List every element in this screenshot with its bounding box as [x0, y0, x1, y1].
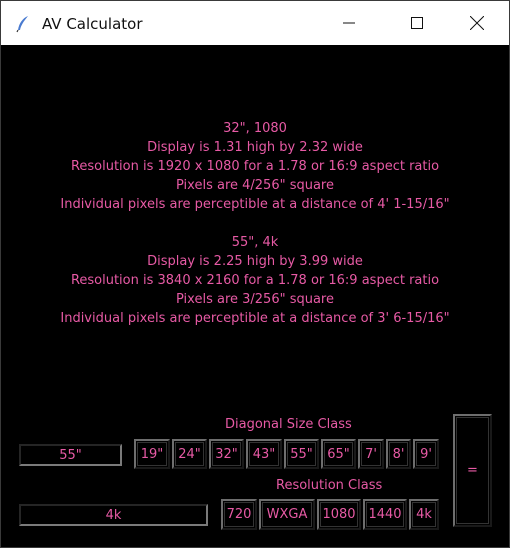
resolution-option-1440[interactable] [363, 499, 407, 530]
diagonal-option-43-label: 43" [249, 442, 279, 466]
result-heading: 32", 1080 [223, 121, 287, 136]
diagonal-option-43[interactable] [246, 439, 282, 469]
result-pixels: Pixels are 3/256" square [176, 292, 334, 307]
resolution-option-720[interactable] [221, 499, 257, 530]
results-output [1, 119, 509, 347]
result-display: Display is 1.31 high by 2.32 wide [147, 140, 363, 155]
diagonal-option-19[interactable] [134, 439, 170, 469]
resolution-option-1440-label: 1440 [366, 502, 404, 527]
diagonal-option-55-label: 55" [287, 442, 316, 466]
result-block [1, 119, 509, 214]
diagonal-size-input[interactable] [19, 444, 122, 466]
minimize-button[interactable] [326, 1, 372, 45]
diagonal-option-65-label: 65" [324, 442, 353, 466]
close-icon [470, 16, 484, 30]
result-heading: 55", 4k [231, 235, 279, 250]
diagonal-option-7ft[interactable] [358, 439, 384, 469]
minimize-icon [343, 17, 355, 29]
diagonal-option-8ft-label: 8' [389, 442, 408, 466]
diagonal-option-9ft-label: 9' [416, 442, 436, 466]
result-resolution: Resolution is 1920 x 1080 for a 1.78 or 16:9 aspect ratio [70, 159, 440, 174]
result-block [1, 233, 509, 328]
resolution-class-label: Resolution Class [276, 478, 383, 493]
result-perceptible: Individual pixels are perceptible at a distance of 4' 1-15/16" [60, 197, 450, 212]
window-title: AV Calculator [42, 15, 143, 33]
result-pixels: Pixels are 4/256" square [176, 178, 334, 193]
diagonal-option-65[interactable] [321, 439, 356, 469]
diagonal-option-8ft[interactable] [386, 439, 411, 469]
resolution-option-720-label: 720 [224, 502, 254, 527]
resolution-option-wxga-label: WXGA [262, 502, 312, 527]
diagonal-option-55[interactable] [284, 439, 319, 469]
diagonal-option-32[interactable] [209, 439, 244, 469]
resolution-option-wxga[interactable] [259, 499, 315, 530]
resolution-option-4k-label: 4k [412, 502, 436, 527]
resolution-option-4k[interactable] [409, 499, 439, 530]
result-display: Display is 2.25 high by 3.99 wide [147, 254, 363, 269]
diagonal-option-19-label: 19" [137, 442, 167, 466]
calculate-button[interactable] [453, 414, 492, 527]
diagonal-option-9ft[interactable] [413, 439, 439, 469]
resolution-class-input[interactable] [19, 504, 208, 526]
resolution-option-1080-label: 1080 [320, 502, 358, 527]
diagonal-size-label: Diagonal Size Class [225, 417, 352, 432]
diagonal-option-24-label: 24" [175, 442, 204, 466]
diagonal-option-32-label: 32" [212, 442, 241, 466]
feather-icon [15, 15, 31, 33]
maximize-icon [411, 17, 423, 29]
close-button[interactable] [454, 1, 500, 45]
resolution-option-1080[interactable] [317, 499, 361, 530]
diagonal-option-24[interactable] [172, 439, 207, 469]
title-bar[interactable] [1, 1, 509, 45]
result-perceptible: Individual pixels are perceptible at a distance of 3' 6-15/16" [60, 311, 450, 326]
result-resolution: Resolution is 3840 x 2160 for a 1.78 or 16:9 aspect ratio [70, 273, 440, 288]
calculate-button-label: = [456, 417, 489, 524]
maximize-button[interactable] [394, 1, 440, 45]
diagonal-option-7ft-label: 7' [361, 442, 381, 466]
